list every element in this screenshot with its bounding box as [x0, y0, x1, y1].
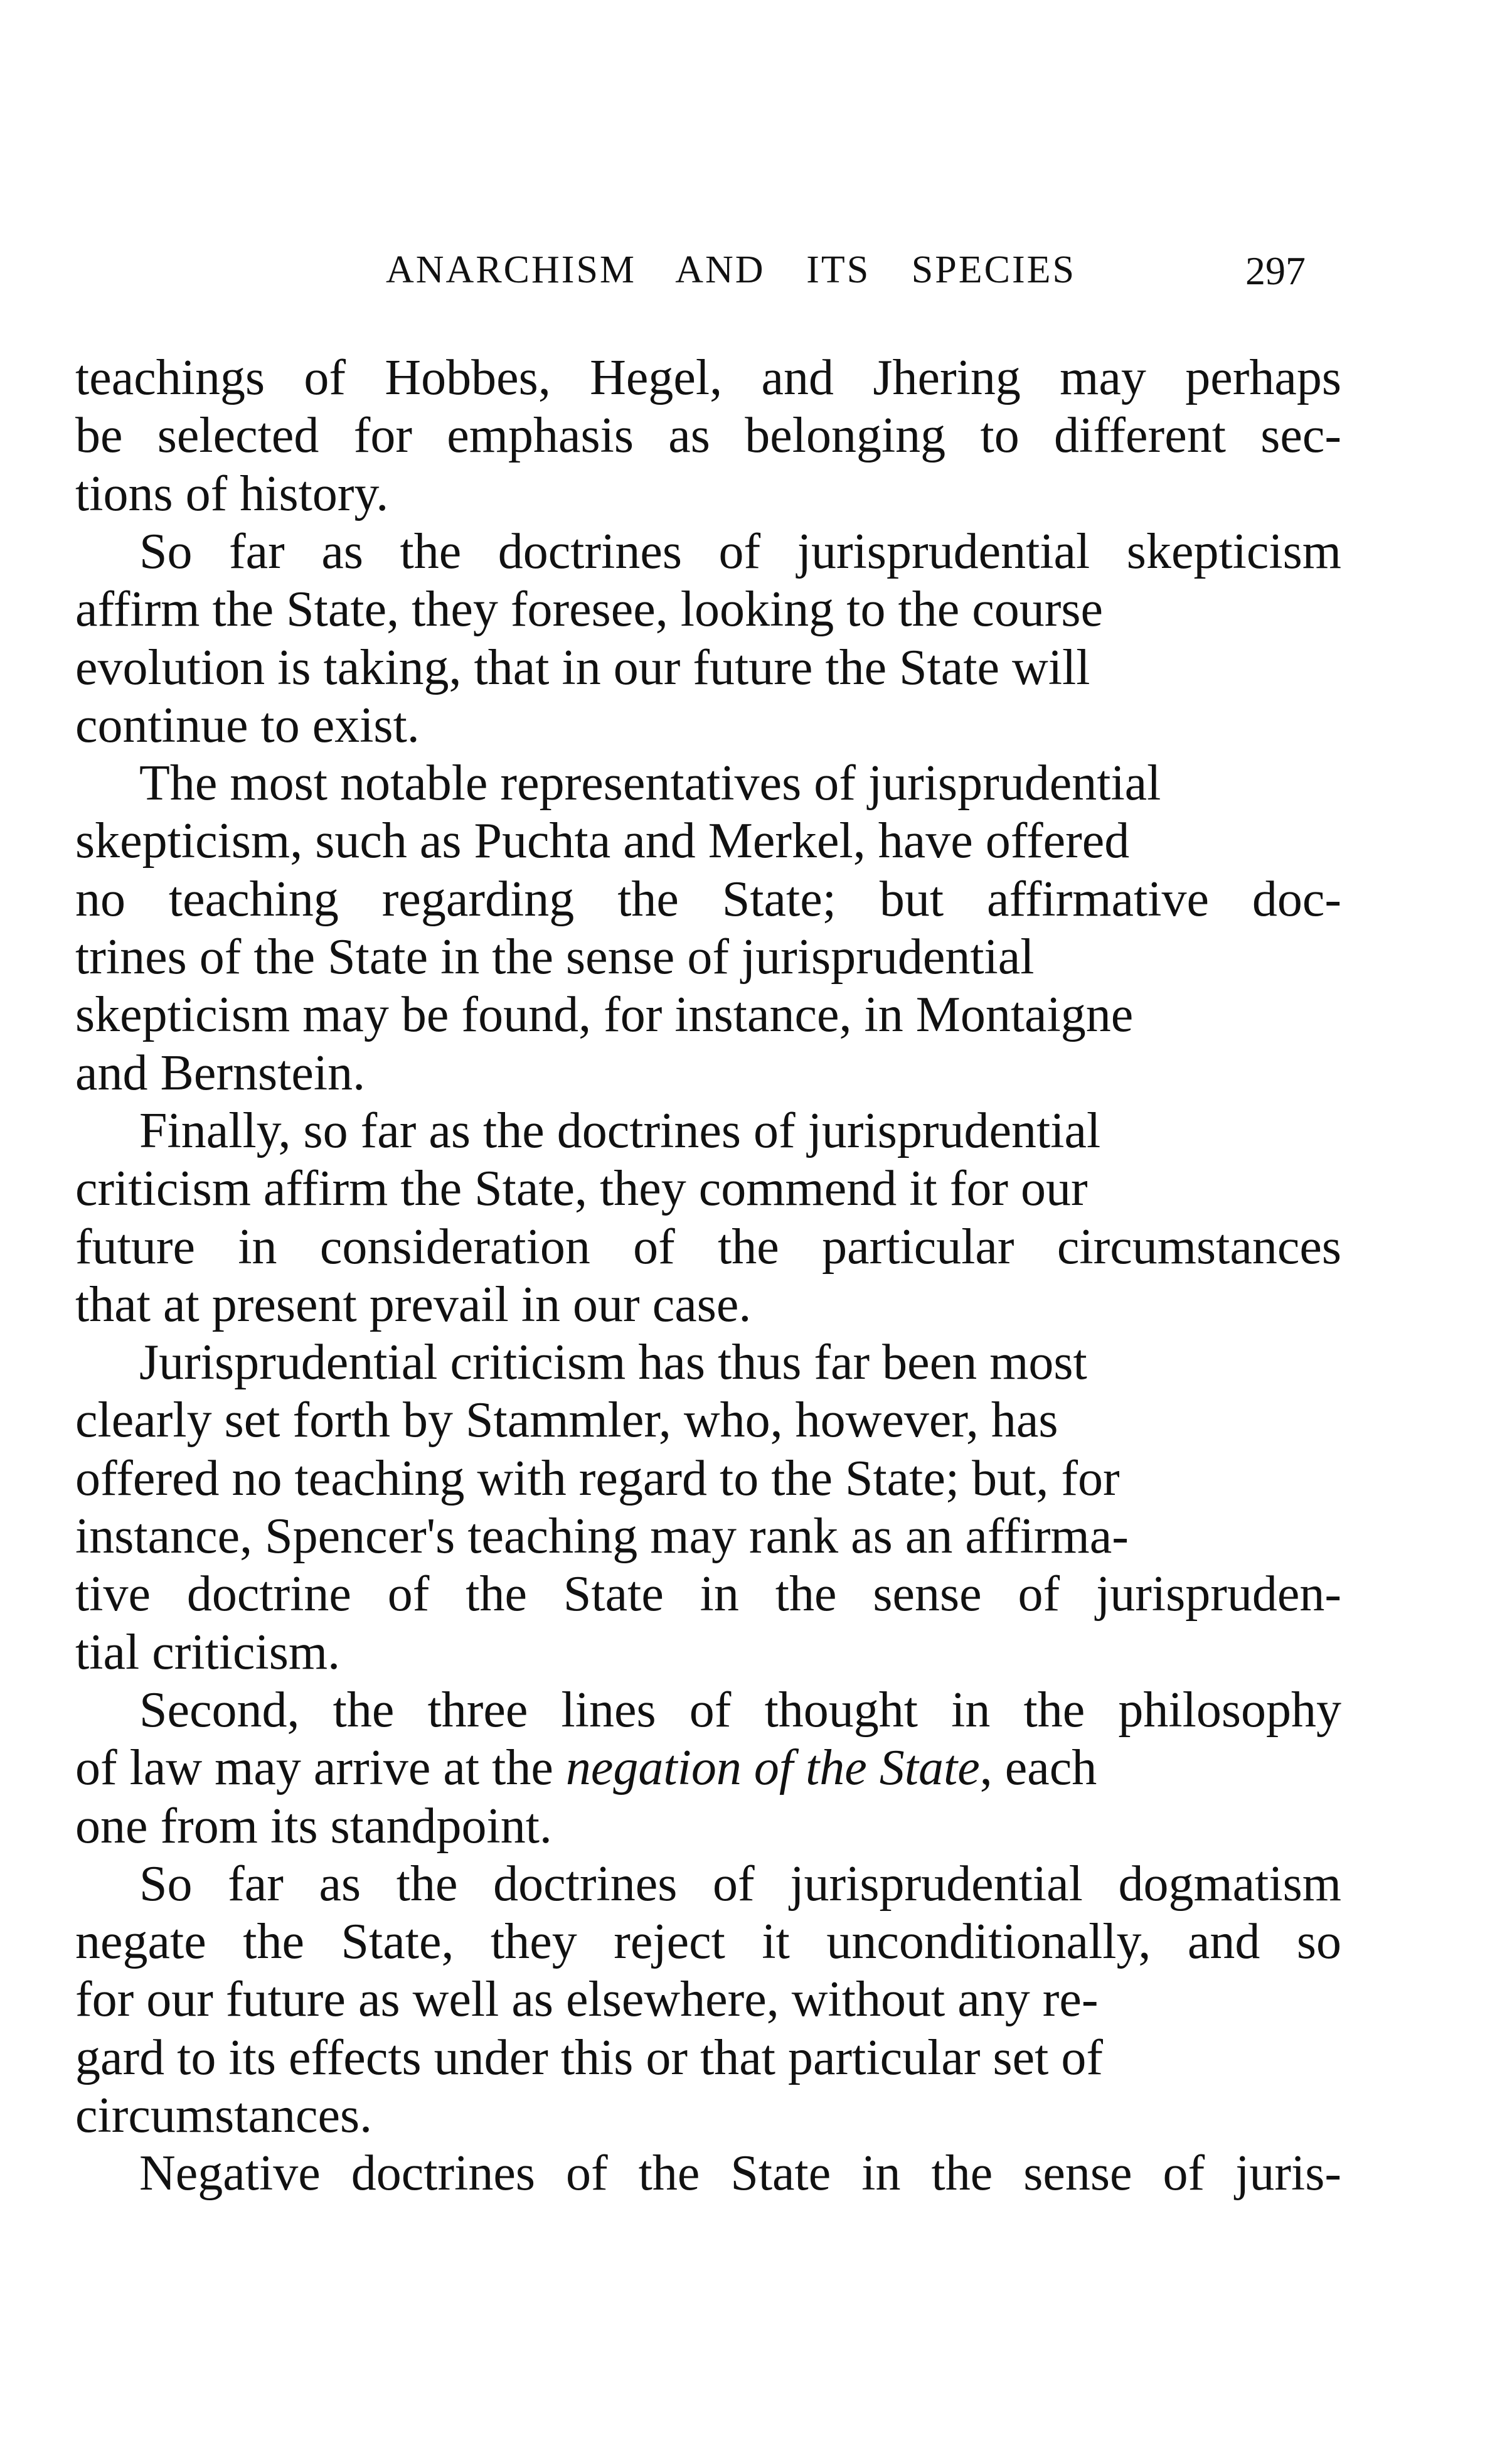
- italic-phrase: negation of the State: [565, 1740, 980, 1796]
- text-line: [139, 1681, 1341, 1739]
- text-line: [75, 986, 1133, 1044]
- text-line: [75, 1391, 1058, 1449]
- text-line-content: teachings of Hobbes, Hegel, and Jhering may perhaps: [75, 350, 1341, 405]
- text-line: [75, 1218, 1341, 1276]
- text-line-content: for our future as well as elsewhere, without any re-: [75, 1972, 1099, 2028]
- text-line: [75, 928, 1035, 986]
- text-line: [139, 2144, 1341, 2202]
- text-line-content: offered no teaching with regard to the State; but, for: [75, 1450, 1120, 1506]
- text-line: [139, 1102, 1100, 1160]
- text-line: [75, 1971, 1099, 2028]
- text-line-tail: , each: [979, 1740, 1097, 1796]
- text-line: [75, 1507, 1129, 1565]
- text-line-content: one from its standpoint.: [75, 1798, 552, 1854]
- text-line: [75, 1913, 1341, 1971]
- text-line-content: instance, Spencer's teaching may rank as an affirma-: [75, 1509, 1129, 1564]
- text-line: [75, 1739, 1097, 1797]
- text-line-content: skepticism may be found, for instance, in Montaigne: [75, 987, 1134, 1043]
- text-line-content: Second, the three lines of thought in the philosophy: [139, 1682, 1341, 1738]
- text-line-content: tions of history.: [75, 466, 389, 522]
- text-line: [75, 580, 1103, 638]
- text-line: [75, 407, 1341, 464]
- text-line-content: trines of the State in the sense of jurisprudential: [75, 929, 1035, 985]
- page-number: 297: [1245, 249, 1306, 293]
- text-line-content: no teaching regarding the State; but affirmative doc-: [75, 871, 1341, 927]
- text-line-content: Negative doctrines of the State in the sense of juris-: [139, 2146, 1341, 2202]
- text-line-content: affirm the State, they foresee, looking to the course: [75, 582, 1104, 638]
- text-line-content: and Bernstein.: [75, 1045, 366, 1101]
- text-line-content: skepticism, such as Puchta and Merkel, have offered: [75, 813, 1130, 869]
- text-line-content: The most notable representatives of jurisprudential: [139, 756, 1161, 811]
- text-line-content: of law may arrive at the: [75, 1740, 566, 1796]
- text-line: [75, 1450, 1120, 1507]
- text-line-content: clearly set forth by Stammler, who, however, has: [75, 1393, 1058, 1448]
- text-line: [75, 349, 1341, 407]
- text-line-content: future in consideration of the particular circumstances: [75, 1219, 1341, 1275]
- text-line: [75, 1624, 340, 1681]
- text-line: [75, 465, 388, 523]
- text-line: [75, 1276, 751, 1334]
- text-line: [139, 523, 1341, 580]
- text-line: [75, 1160, 1088, 1217]
- text-line-content: negate the State, they reject it unconditionally, and so: [75, 1914, 1341, 1970]
- text-line: [75, 1044, 365, 1102]
- text-line: [75, 2087, 372, 2144]
- text-line: [75, 1797, 552, 1855]
- text-line-content: continue to exist.: [75, 697, 420, 753]
- text-line-content: tive doctrine of the State in the sense of jurispruden-: [75, 1566, 1341, 1622]
- text-line-content: Jurisprudential criticism has thus far been most: [139, 1335, 1087, 1391]
- text-line-content: So far as the doctrines of jurisprudential dogmatism: [139, 1856, 1341, 1912]
- text-line-content: that at present prevail in our case.: [75, 1276, 752, 1332]
- text-line: [75, 2029, 1103, 2087]
- text-line-content: So far as the doctrines of jurisprudential skepticism: [139, 523, 1341, 579]
- text-line-content: gard to its effects under this or that particular set of: [75, 2030, 1104, 2085]
- text-line: [75, 870, 1341, 928]
- text-line: [75, 639, 1090, 697]
- text-line: [75, 1565, 1341, 1623]
- text-line: [139, 754, 1161, 812]
- text-line-content: be selected for emphasis as belonging to different sec-: [75, 408, 1341, 464]
- text-line: [75, 697, 420, 754]
- text-line-content: Finally, so far as the doctrines of jurisprudential: [139, 1103, 1101, 1158]
- text-line: [75, 812, 1129, 870]
- text-line: [139, 1334, 1087, 1391]
- text-line: [139, 1855, 1341, 1913]
- text-line-content: evolution is taking, that in our future the State will: [75, 639, 1090, 695]
- text-line-content: circumstances.: [75, 2088, 373, 2143]
- text-line-content: tial criticism.: [75, 1624, 341, 1680]
- text-line-content: criticism affirm the State, they commend it for our: [75, 1161, 1088, 1217]
- running-head-title: ANARCHISM AND ITS SPECIES: [386, 249, 1076, 291]
